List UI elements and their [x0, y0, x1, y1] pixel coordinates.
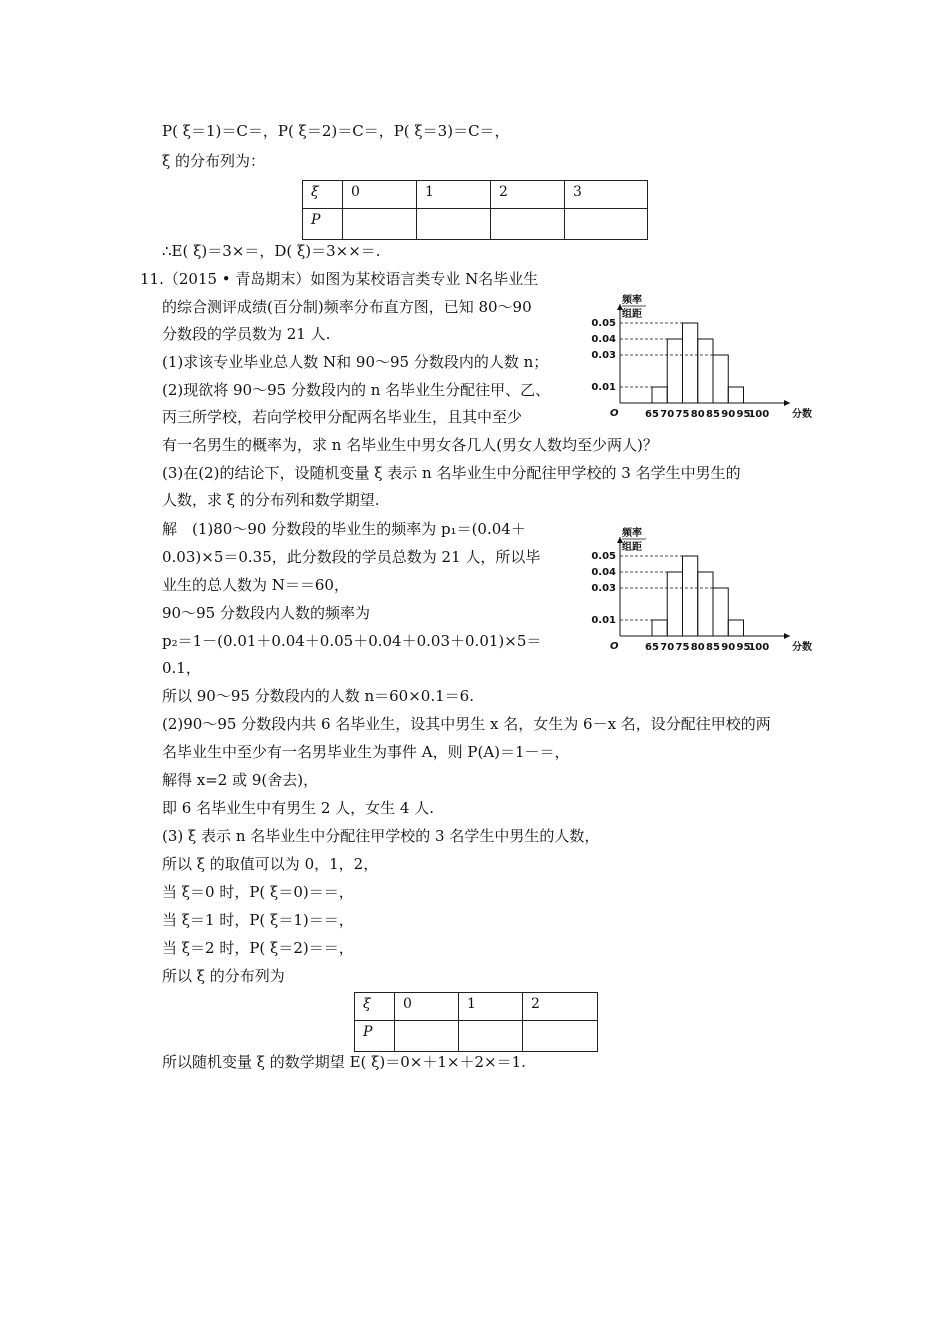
- problem-line: (1)求该专业毕业总人数 N和 90～95 分数段内的人数 n；: [162, 353, 549, 371]
- solution-line: 所以 ξ 的取值可以为 0，1，2，: [162, 855, 379, 873]
- x-tick-label: 80: [690, 642, 705, 653]
- table-row-label: P: [303, 209, 343, 240]
- x-tick-label: 85: [706, 409, 720, 420]
- solution-line: 所以 90～95 分数段内的人数 n＝60×0.1＝6.: [162, 687, 474, 705]
- y-tick-label: 0.05: [591, 318, 616, 329]
- solution-line: 业生的总人数为 N＝＝60，: [162, 576, 349, 594]
- x-tick-label: 95: [736, 409, 751, 420]
- solution-line: (2)90～95 分数段内共 6 名毕业生，设其中男生 x 名，女生为 6－x 名，设分配往甲校的两: [162, 715, 771, 733]
- table-header-cell: 1: [417, 181, 491, 209]
- solution-line: 0.1，: [162, 659, 201, 677]
- histogram-bar: [728, 620, 743, 636]
- histogram-chart-2: [590, 523, 830, 663]
- problem-line: 丙三所学校，若向学校甲分配两名毕业生，且其中至少: [162, 408, 523, 426]
- x-tick-label: 100: [748, 409, 770, 420]
- solution-line: 所以 ξ 的分布列为: [162, 967, 285, 985]
- solution-line: 当 ξ＝2 时，P( ξ＝2)＝＝，: [162, 939, 354, 957]
- solution-line: 解 (1)80～90 分数段的毕业生的频率为 p₁＝(0.04＋: [162, 520, 526, 538]
- problem-line: 分数段的学员数为 21 人.: [162, 325, 331, 343]
- x-axis-arrow: [784, 400, 790, 406]
- histogram-bar: [683, 556, 698, 636]
- x-tick-label: 85: [706, 642, 720, 653]
- table-header-cell: 0: [395, 993, 459, 1021]
- y-tick-label: 0.04: [591, 567, 616, 578]
- y-tick-label: 0.04: [591, 334, 616, 345]
- table-header-cell: 2: [491, 181, 565, 209]
- x-axis-label: 分数: [792, 409, 812, 420]
- solution-line: 当 ξ＝0 时，P( ξ＝0)＝＝，: [162, 883, 354, 901]
- solution-line: 所以随机变量 ξ 的数学期望 E( ξ)＝0×＋1×＋2×＝1.: [162, 1053, 526, 1071]
- dist-intro: ξ 的分布列为：: [162, 152, 266, 170]
- histogram-bar: [652, 620, 667, 636]
- x-tick-label: 95: [736, 642, 751, 653]
- solution-line: 名毕业生中至少有一名男毕业生为事件 A，则 P(A)＝1－＝，: [162, 743, 570, 761]
- table-header-cell: 0: [343, 181, 417, 209]
- table-cell: [565, 209, 648, 240]
- solution-line: (3) ξ 表示 n 名毕业生中分配往甲学校的 3 名学生中男生的人数，: [162, 827, 600, 845]
- histogram-bar: [652, 387, 667, 403]
- table-row: [303, 209, 648, 240]
- solution-line: 解得 x=2 或 9(舍去)，: [162, 771, 319, 789]
- histogram-chart-1: [590, 290, 830, 430]
- table-row: [355, 1021, 598, 1052]
- problem-line: 人数，求 ξ 的分布列和数学期望.: [162, 491, 380, 509]
- x-tick-label: 65: [645, 409, 659, 420]
- problem-line: 的综合测评成绩(百分制)频率分布直方图，已知 80～90: [162, 298, 532, 316]
- table-header-cell: 1: [459, 993, 523, 1021]
- x-tick-label: 65: [645, 642, 659, 653]
- histogram-bar: [667, 339, 682, 403]
- histogram-bar: [698, 572, 713, 636]
- distribution-table-1: [302, 180, 648, 240]
- y-tick-label: 0.03: [591, 350, 616, 361]
- y-tick-label: 0.05: [591, 551, 616, 562]
- solution-line: p₂＝1－(0.01＋0.04＋0.05＋0.04＋0.03＋0.01)×5＝: [162, 632, 542, 650]
- x-tick-label: 100: [748, 642, 770, 653]
- table-row: [303, 181, 648, 209]
- problem-line: (3)在(2)的结论下，设随机变量 ξ 表示 n 名毕业生中分配往甲学校的 3 名学生中男生的: [162, 464, 741, 482]
- histogram-bar: [683, 323, 698, 403]
- x-axis-label: 分数: [792, 642, 812, 653]
- x-tick-label: 90: [721, 642, 736, 653]
- expectation-line: ∴E( ξ)＝3×＝，D( ξ)＝3××＝.: [162, 242, 381, 260]
- table-header-cell: ξ: [303, 181, 343, 209]
- x-tick-label: 90: [721, 409, 736, 420]
- y-label-top: 频率: [622, 295, 642, 306]
- x-axis-arrow: [784, 633, 790, 639]
- histogram-bar: [728, 387, 743, 403]
- x-tick-label: 75: [675, 642, 690, 653]
- table-cell: [459, 1021, 523, 1052]
- problem-line: 有一名男生的概率为，求 n 名毕业生中男女各几人(男女人数均至少两人)？: [162, 436, 658, 454]
- y-label-bottom: 组距: [622, 309, 642, 320]
- y-label-top: 频率: [622, 528, 642, 539]
- table-header-cell: 2: [523, 993, 598, 1021]
- table-header-cell: 3: [565, 181, 648, 209]
- histogram-bar: [667, 572, 682, 636]
- table-cell: [417, 209, 491, 240]
- solution-line: 即 6 名毕业生中有男生 2 人，女生 4 人.: [162, 799, 435, 817]
- table-row: [355, 993, 598, 1021]
- prob-line: P( ξ＝1)＝C＝，P( ξ＝2)＝C＝，P( ξ＝3)＝C＝，: [162, 122, 510, 140]
- table-cell: [343, 209, 417, 240]
- y-label-bottom: 组距: [622, 542, 642, 553]
- table-cell: [395, 1021, 459, 1052]
- x-tick-label: 75: [675, 409, 690, 420]
- solution-line: 90～95 分数段内人数的频率为: [162, 604, 370, 622]
- x-tick-label: 80: [690, 409, 705, 420]
- y-tick-label: 0.01: [591, 382, 616, 393]
- table-header-cell: ξ: [355, 993, 395, 1021]
- x-tick-label: 70: [660, 409, 675, 420]
- table-row-label: P: [355, 1021, 395, 1052]
- y-tick-label: 0.01: [591, 615, 616, 626]
- histogram-bar: [713, 588, 728, 636]
- solution-line: 0.03)×5＝0.35，此分数段的学员总数为 21 人，所以毕: [162, 548, 541, 566]
- problem-line: (2)现欲将 90～95 分数段内的 n 名毕业生分配往甲、乙、: [162, 381, 551, 399]
- histogram-bar: [698, 339, 713, 403]
- solution-line: 当 ξ＝1 时，P( ξ＝1)＝＝，: [162, 911, 354, 929]
- histogram-bar: [713, 355, 728, 403]
- origin-label: O: [610, 408, 619, 419]
- table-cell: [491, 209, 565, 240]
- problem-line: 11.（2015 • 青岛期末）如图为某校语言类专业 N名毕业生: [140, 270, 539, 288]
- x-tick-label: 70: [660, 642, 675, 653]
- distribution-table-2: [354, 992, 598, 1052]
- table-cell: [523, 1021, 598, 1052]
- y-tick-label: 0.03: [591, 583, 616, 594]
- origin-label: O: [610, 641, 619, 652]
